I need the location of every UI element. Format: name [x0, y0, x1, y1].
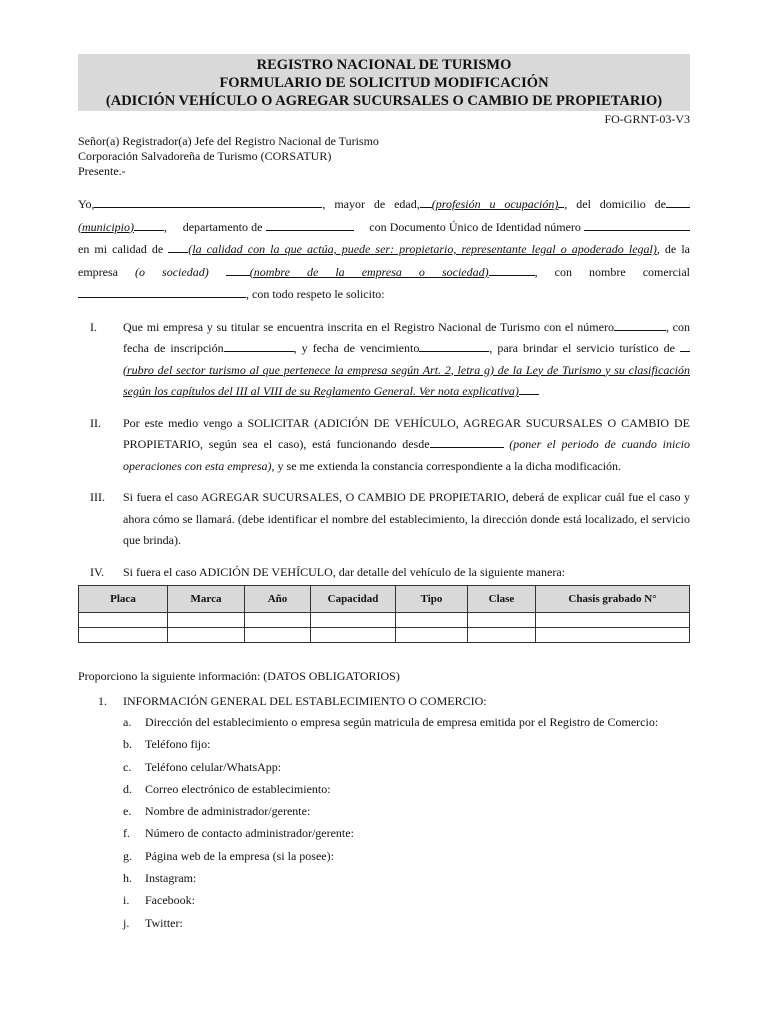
municipality-field[interactable] — [134, 217, 164, 231]
list-item-label: Correo electrónico de establecimiento: — [145, 781, 331, 796]
item-sentence: , con fecha de inscripción — [123, 319, 691, 355]
form-header — [78, 54, 690, 111]
addressee-block — [78, 134, 690, 179]
list-item[interactable] — [78, 711, 690, 733]
section-subitems — [78, 711, 690, 934]
intro-text: , mayor de edad, — [322, 197, 420, 211]
table-cell[interactable] — [79, 613, 168, 628]
company-name-hint: (nombre de la empresa o sociedad) — [249, 264, 489, 279]
item-number: IV. — [90, 564, 105, 579]
list-item-label: Teléfono fijo: — [145, 737, 211, 752]
table-header-row — [79, 586, 690, 613]
col-anio: Año — [245, 586, 311, 613]
list-item-letter: h. — [123, 871, 132, 886]
table-cell[interactable] — [396, 613, 468, 628]
service-field[interactable] — [519, 381, 539, 395]
request-item — [78, 413, 690, 478]
table-cell[interactable] — [468, 613, 536, 628]
form-code: FO-GRNT-03-V3 — [604, 112, 690, 126]
list-item[interactable] — [78, 800, 690, 822]
addressee-line: Señor(a) Registrador(a) Jefe del Registro Nacional de Turismo — [78, 134, 379, 148]
list-item[interactable] — [78, 733, 690, 755]
header-scope: (ADICIÓN VEHÍCULO O AGREGAR SUCURSALES O CAMBIO DE PROPIETARIO) — [105, 93, 663, 109]
list-item-label: Dirección del establecimiento o empresa según matricula de empresa emitida por el Registro de Comercio: — [145, 715, 659, 729]
capacity-field[interactable] — [168, 239, 188, 253]
item-text: Si fuera el caso ADICIÓN DE VEHÍCULO, dar detalle del vehículo de la siguiente manera: — [123, 564, 565, 579]
list-item-letter: e. — [123, 804, 132, 819]
table-cell[interactable] — [311, 628, 396, 643]
list-item[interactable] — [78, 822, 690, 844]
col-tipo: Tipo — [396, 586, 468, 613]
expiry-date-field[interactable] — [419, 338, 489, 352]
table-cell[interactable] — [168, 628, 245, 643]
list-item[interactable] — [78, 778, 690, 800]
intro-text: , de la empresa — [78, 242, 690, 279]
intro-text: , con todo respeto le solicito: — [246, 287, 385, 301]
intro-text: Yo, — [78, 197, 95, 211]
vehicle-table — [78, 585, 690, 643]
item-number: I. — [90, 319, 97, 334]
list-item-label: Número de contacto administrador/gerente: — [145, 826, 354, 841]
table-cell[interactable] — [396, 628, 468, 643]
item-number: II. — [90, 415, 101, 430]
table-cell[interactable] — [536, 628, 690, 643]
col-chasis: Chasis grabado N° — [536, 586, 690, 613]
table-cell[interactable] — [79, 628, 168, 643]
table-cell[interactable] — [245, 613, 311, 628]
list-item-letter: a. — [123, 715, 132, 729]
trade-name-field[interactable] — [78, 284, 246, 298]
name-field[interactable] — [94, 194, 322, 208]
col-marca: Marca — [168, 586, 245, 613]
profession-hint: (profesión u ocupación) — [431, 197, 559, 211]
list-item[interactable] — [78, 912, 690, 934]
capacity-hint: (la calidad con la que actúa, puede ser: propietario, representante legal o apoderado legal) — [188, 242, 657, 256]
mandatory-data-intro: Proporciono la siguiente información: (DATOS OBLIGATORIOS) — [78, 669, 400, 683]
item-sentence: , y se me extienda la constancia correspondiente a la dicha modificación. — [271, 458, 622, 473]
list-item-letter: i. — [123, 893, 130, 908]
intro-paragraph: Yo, , mayor de edad, (profesión u ocupación) , del domicilio de(municipio) , departamento de con Documento Único de Identidad número en mi calidad de (la calidad con la que actúa, puede ser: propietario, representante legal o apoderado legal), de la empresa (o sociedad) (nombre de la empresa o sociedad) , con nombre comercial , con todo respeto le solicito: — [78, 193, 690, 306]
table-cell[interactable] — [536, 613, 690, 628]
intro-text: , del domicilio de — [564, 197, 666, 211]
col-clase: Clase — [468, 586, 536, 613]
request-items — [78, 317, 690, 584]
list-item-label: Facebook: — [145, 893, 195, 908]
form-page — [78, 54, 690, 934]
list-item[interactable] — [78, 845, 690, 867]
company-hint: (o sociedad) — [135, 264, 209, 279]
col-placa: Placa — [79, 586, 168, 613]
dui-field[interactable] — [584, 217, 690, 231]
addressee-line: Presente.- — [78, 164, 126, 178]
list-item-letter: g. — [123, 848, 132, 863]
intro-text: departamento de — [182, 219, 263, 234]
list-item-label: Teléfono celular/WhatsApp: — [145, 759, 282, 774]
item-sentence: Que mi empresa y su titular se encuentra inscrita en el Registro Nacional de Turismo con el número — [123, 319, 614, 334]
intro-text: en mi calidad de — [78, 242, 164, 256]
registry-number-field[interactable] — [614, 317, 666, 331]
company-field[interactable] — [226, 262, 250, 276]
municipality-field[interactable] — [666, 194, 690, 208]
col-capacidad: Capacidad — [311, 586, 396, 613]
section-title: INFORMACIÓN GENERAL DEL ESTABLECIMIENTO O COMERCIO: — [123, 694, 487, 708]
table-cell[interactable] — [245, 628, 311, 643]
item-sentence: Por este medio vengo a SOLICITAR (ADICIÓN DE VEHÍCULO, AGREGAR SUCURSALES O CAMBIO DE PROPIETARIO, según sea el caso), está funcionando desde — [123, 415, 690, 451]
item-number: III. — [90, 490, 105, 504]
list-item-label: Twitter: — [145, 915, 183, 930]
list-item-letter: d. — [123, 781, 132, 796]
list-item-letter: j. — [123, 915, 130, 930]
list-item-letter: f. — [123, 826, 130, 841]
operation-hint: (poner el periodo de cuando inicio operaciones con esta empresa) — [123, 437, 690, 473]
inscription-date-field[interactable] — [224, 338, 294, 352]
table-row — [79, 613, 690, 628]
table-row — [79, 628, 690, 643]
request-item — [78, 562, 690, 584]
section-number: 1. — [98, 694, 107, 708]
list-item[interactable] — [78, 756, 690, 778]
request-item — [78, 487, 690, 552]
list-item-label: Instagram: — [145, 871, 197, 886]
item-sentence: , para brindar el servicio turístico de — [489, 341, 675, 355]
addressee-line: Corporación Salvadoreña de Turismo (CORSATUR) — [78, 149, 332, 163]
profession-field[interactable] — [420, 194, 432, 208]
request-item — [78, 317, 690, 403]
table-cell[interactable] — [311, 613, 396, 628]
municipality-hint: (municipio) — [78, 219, 134, 234]
list-item-label: Nombre de administrador/gerente: — [145, 804, 311, 819]
header-subtitle: FORMULARIO DE SOLICITUD MODIFICACIÓN — [219, 75, 549, 91]
table-cell[interactable] — [468, 628, 536, 643]
list-item-letter: b. — [123, 737, 132, 752]
company-field[interactable] — [489, 262, 535, 276]
list-item-label: Página web de la empresa (si la posee): — [145, 848, 334, 863]
item-sentence: , y fecha de vencimiento — [293, 341, 420, 355]
service-hint: (rubro del sector turismo al que pertenece la empresa según Art. 2, letra g) de la Ley de Turismo y su clasificación según los capítulos del III al VIII de su Reglamento General. Ver nota explicativa) — [123, 362, 690, 398]
table-cell[interactable] — [168, 613, 245, 628]
list-item-letter: c. — [123, 759, 132, 774]
intro-text: , con nombre comercial — [534, 264, 690, 279]
service-field[interactable] — [680, 338, 690, 352]
section-general-info — [78, 694, 690, 709]
intro-text: con Documento Único de Identidad número — [369, 219, 581, 234]
item-text: Si fuera el caso AGREGAR SUCURSALES, O CAMBIO DE PROPIETARIO, deberá de explicar cuál fue el caso y ahora cómo se llamará. (debe identificar el nombre del establecimiento, la dirección donde está localizado, el servicio que brinda). — [123, 490, 690, 547]
list-item[interactable] — [78, 867, 690, 889]
department-field[interactable] — [266, 217, 354, 231]
header-title: REGISTRO NACIONAL DE TURISMO — [256, 57, 512, 73]
item-text — [123, 317, 690, 403]
operation-start-field[interactable] — [430, 434, 504, 448]
item-text — [123, 413, 690, 478]
list-item[interactable] — [78, 889, 690, 911]
